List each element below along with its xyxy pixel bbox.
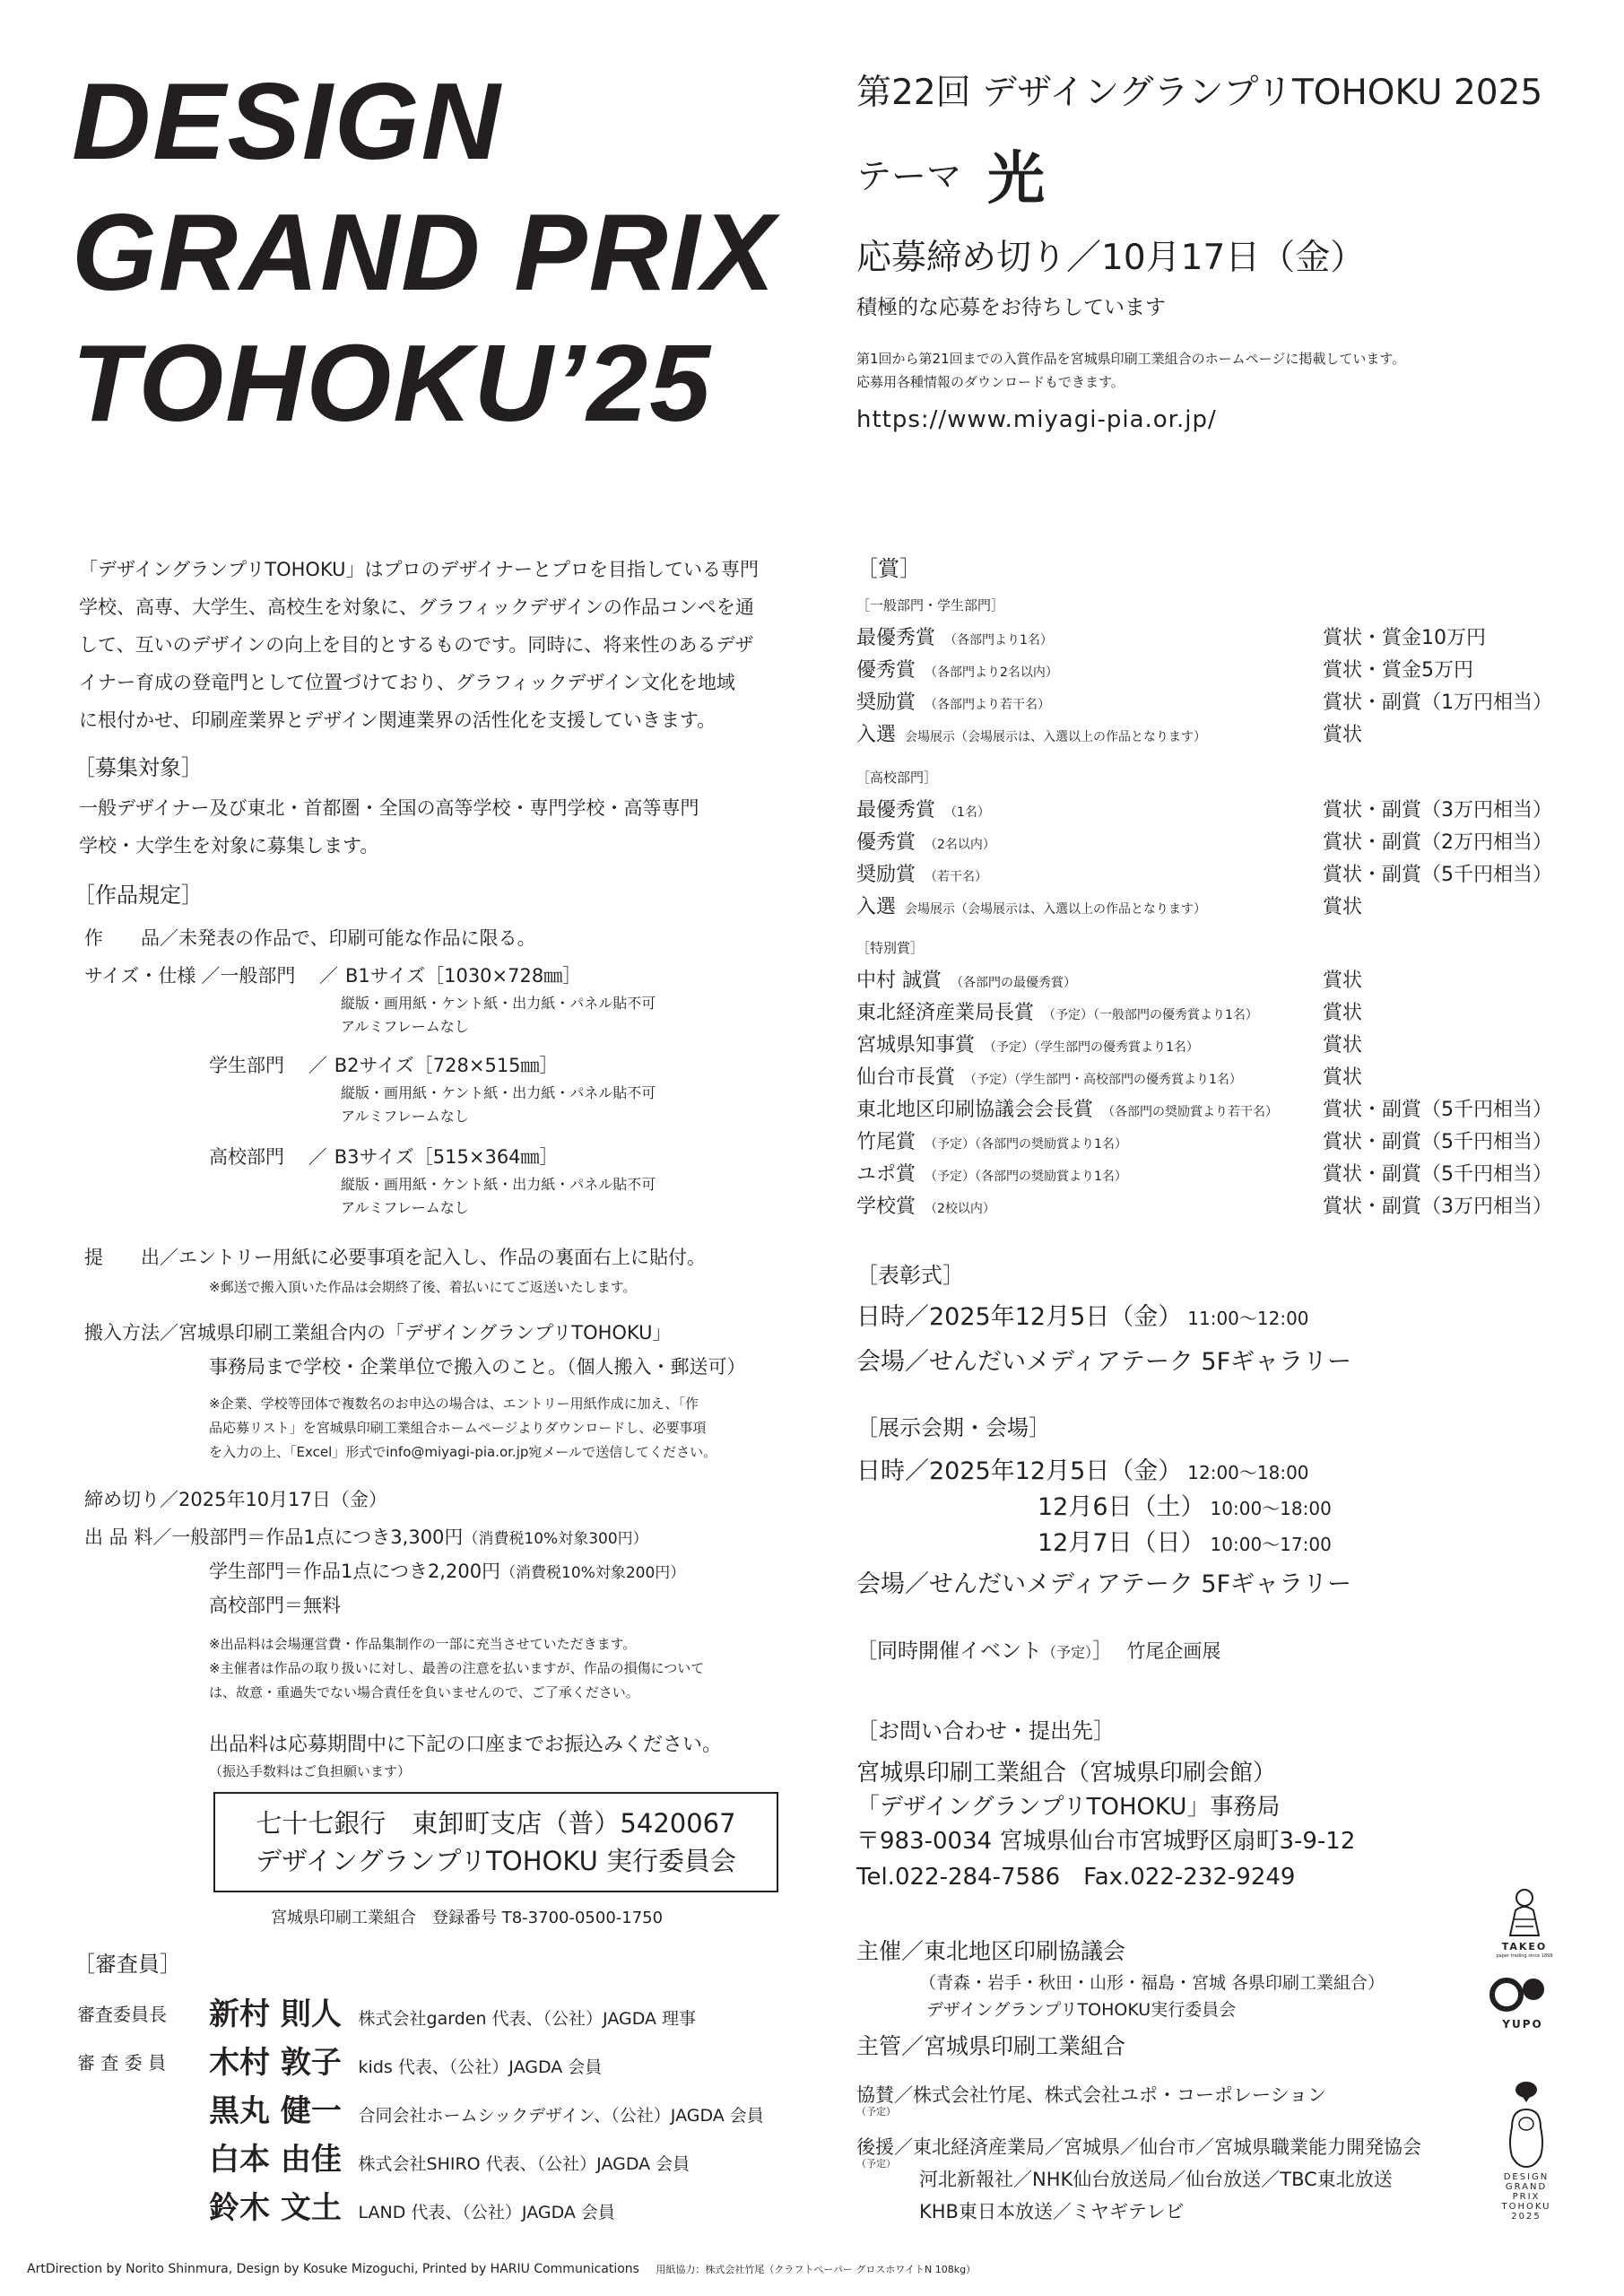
prizes-heading: ［賞］ [856,556,921,581]
event-text: 竹尾企画展 [1126,1640,1221,1662]
judge-member-role: 審 査 委 員 [77,2052,167,2074]
cosponsor: 協賛／株式会社竹尾、株式会社ユポ・コーポレーション [856,2084,1327,2106]
bank-account-box [213,1792,778,1892]
takeo-emblem-icon [1498,1883,1551,1939]
pay-text: 出品料は応募期間中に下記の口座までお振込みください。 [209,1734,723,1756]
exhibition-date: 12月7日（日） 10:00〜17:00 [1038,1529,1332,1557]
contact-phone: Tel.022-284-7586 Fax.022-232-9249 [856,1864,1296,1891]
recruit-line: 学校・大学生を対象に募集します。 [79,835,379,857]
archive-note-line: 応募用各種情報のダウンロードもできます。 [856,374,1125,390]
judge-affiliation: 合同会社ホームシックデザイン、（公社）JAGDA 会員 [358,2106,764,2126]
intro-line: イナー育成の登竜門として位置づけており、グラフィックデザイン文化を地域 [79,672,735,693]
edition-title: 第22回 デザイングランプリTOHOKU 2025 [856,73,1543,113]
event-logo-title [72,56,861,448]
prize-row: 仙台市長賞 （予定）（学生部門・高校部門の優秀賞より1名） 賞状 [856,1066,1363,1089]
contact-line: 「デザイングランプリTOHOKU」事務局 [856,1794,1281,1821]
support-tag: （予定） [856,2158,896,2170]
prize-row: 最優秀賞 （1名） 賞状・副賞（3万円相当） [856,799,1552,822]
dgp-logo [1499,2079,1553,2231]
theme-value: 光 [987,146,1046,213]
spec-student: 縦版・画用紙・ケント紙・出力紙・パネル貼不可 アルミフレームなし [341,1084,656,1125]
supporters: KHB東日本放送／ミヤギテレビ [919,2201,1185,2222]
rule-work [84,924,536,951]
title-line-2: GRAND PRIX [72,191,777,313]
contact-line: 宮城県印刷工業組合（宮城県印刷会館） [856,1760,1277,1787]
rule-size-label: サイズ・仕様 ／一般部門 ／ B1サイズ［1030×728㎜］ [84,965,582,987]
recruit-heading: ［募集対象］ [74,755,203,780]
prize-row: 優秀賞 （各部門より2名以内） 賞状・賞金5万円 [856,659,1473,682]
intro-line: 学校、高専、大学生、高校生を対象に、グラフィックデザインの作品コンペを通 [79,596,754,618]
exhibition-heading: ［展示会期・会場］ [856,1415,1050,1440]
prize-row: 東北地区印刷協議会会長賞 （各部門の奨励賞より若干名） 賞状・副賞（5千円相当） [856,1099,1552,1121]
intro-text [79,551,796,739]
judge-entry [209,1989,696,2033]
event-line: ［同時開催イベント（予定）］ 竹尾企画展 [856,1639,1221,1663]
judge-name: 黒丸 健一 [209,2093,342,2129]
contact-line: 〒983-0034 宮城県仙台市宮城野区扇町3-9-12 [856,1828,1356,1855]
prize-row: 最優秀賞 （各部門より1名） 賞状・賞金10万円 [856,627,1486,649]
takeo-logo: TAKEO paper trading since 1899 [1498,1883,1551,1964]
recruit-line: 一般デザイナー及び東北・首都圏・全国の高等学校・専門学校・高等専門 [79,797,699,819]
contact-heading: ［お問い合わせ・提出先］ [856,1718,1115,1744]
judge-name: 鈴木 文土 [209,2190,342,2226]
prize-category: ［特別賞］ [856,940,925,956]
deadline: 応募締め切り／10月17日（金） [856,238,1366,278]
website-url[interactable]: https://www.miyagi-pia.or.jp/ [856,406,1217,433]
rule-student: 学生部門 ／ B2サイズ［728×515㎜］ [209,1055,559,1076]
rule-delivery-2: 事務局まで学校・企業単位で搬入のこと。（個人搬入・郵送可） [209,1356,746,1378]
rule-fee-3: 高校部門＝無料 [209,1595,341,1616]
exhibition-venue: 会場／せんだいメディアテーク 5Fギャラリー [856,1570,1352,1598]
intro-line: して、互いのデザインの向上を目的とするものです。同時に、将来性のあるデザ [79,634,754,656]
judge-affiliation: kids 代表、（公社）JAGDA 会員 [358,2057,603,2077]
judges-heading: ［審査員］ [74,1952,181,1977]
ceremony-date: 日時／2025年12月5日（金） 11:00〜12:00 [856,1303,1309,1331]
ceremony-heading: ［表彰式］ [856,1263,964,1288]
prize-row: 竹尾賞 （予定）（各部門の奨励賞より1名） 賞状・副賞（5千円相当） [856,1131,1552,1153]
credits-paper: 用紙協力：株式会社竹尾（クラフトペーパー グロスホワイトN 108kg） [656,2264,977,2275]
ceremony-venue: 会場／せんだいメディアテーク 5Fギャラリー [856,1348,1352,1376]
prize-row: 優秀賞 （2名以内） 賞状・副賞（2万円相当） [856,831,1552,854]
judge-name: 白本 由佳 [209,2142,342,2178]
theme-label: テーマ [856,157,962,197]
prize-row: 入選 会場展示（会場展示は、入選以上の作品となります） 賞状 [856,896,1363,918]
right-column [856,0,1592,2260]
rule-label: 作 品 [84,927,160,949]
prize-row: 奨励賞 （各部門より若干名） 賞状・副賞（1万円相当） [856,691,1552,714]
prize-row: 宮城県知事賞 （予定）（学生部門の優秀賞より1名） 賞状 [856,1034,1363,1057]
prize-row: 入選 会場展示（会場展示は、入選以上の作品となります） 賞状 [856,724,1363,746]
spec-highschool: 縦版・画用紙・ケント紙・出力紙・パネル貼不可 アルミフレームなし [341,1176,656,1216]
pay-note: （振込手数料はご負担願います） [209,1763,412,1779]
event-heading: ［同時開催イベント [856,1639,1042,1663]
judge-entry [209,2135,690,2179]
judge-entry [209,2183,615,2227]
rule-submit: 提 出／エントリー用紙に必要事項を記入し、作品の裏面右上に貼付。 [84,1247,706,1268]
cosponsor-tag: （予定） [856,2106,896,2118]
delivery-note: ※企業、学校等団体で複数名のお申込の場合は、エントリー用紙作成に加え、「作 品応募リスト」を宮城県印刷工業組合ホームページよりダウンロードし、必要事項 を入力の上、「Excel」形式でinfo@miyagi-pia.or.jp宛メールで送信してください。 [209,1396,717,1460]
rule-fee-2: 学生部門＝作品1点につき2,200円（消費税10%対象200円） [209,1561,686,1582]
manager: 主管／宮城県印刷工業組合 [856,2033,1126,2059]
supporters: 後援／東北経済産業局／宮城県／仙台市／宮城県職業能力開発協会 [856,2136,1421,2158]
judge-affiliation: 株式会社garden 代表、（公社）JAGDA 理事 [358,2009,697,2029]
credits-main: ArtDirection by Norito Shinmura, Design by Kosuke Mizoguchi, Printed by HARIU Communications [27,2262,639,2276]
prize-category: ［一般部門・学生部門］ [856,597,1005,613]
yupo-logo: YUPO [1487,1973,1559,2038]
rule-highschool: 高校部門 ／ B3サイズ［515×364㎜］ [209,1146,559,1168]
judge-affiliation: 株式会社SHIRO 代表、（公社）JAGDA 会員 [358,2154,690,2174]
credits [27,2262,976,2276]
prize-row: 学校賞 （2校以内） 賞状・副賞（3万円相当） [856,1196,1552,1218]
recruit-text [79,789,796,865]
fee-note: ※出品料は会場運営費・作品集制作の一部に充当させていただきます。 ※主催者は作品の取り扱いに対し、最善の注意を払いますが、作品の損傷について は、故意・重過失でない場合責任を負いませんので、ご了承ください。 [209,1636,705,1700]
spec-general: 縦版・画用紙・ケント紙・出力紙・パネル貼不可 アルミフレームなし [341,995,656,1035]
host: 主催／東北地区印刷協議会 [856,1938,1126,1964]
rules-heading: ［作品規定］ [74,883,203,908]
judge-entry [209,2038,602,2082]
title-line-3: TOHOKU’25 [72,322,713,444]
matryoshka-icon [1499,2079,1553,2169]
rule-delivery: 搬入方法／宮城県印刷工業組合内の「デザイングランプリTOHOKU」 [84,1322,672,1344]
prize-row: ユポ賞 （予定）（各部門の奨励賞より1名） 賞状・副賞（5千円相当） [856,1163,1552,1186]
prize-row: 奨励賞 （若干名） 賞状・副賞（5千円相当） [856,864,1552,886]
judge-entry [209,2086,764,2130]
exhibition-date: 12月6日（土） 10:00〜18:00 [1038,1493,1332,1521]
rule-deadline: 締め切り／2025年10月17日（金） [84,1489,387,1510]
prize-category: ［高校部門］ [856,770,938,786]
prize-row: 中村 誠賞 （各部門の最優秀賞） 賞状 [856,970,1363,992]
judge-chair-role: 審査委員長 [77,2004,167,2025]
submit-note: ※郵送で搬入頂いた作品は会期終了後、着払いにてご返送いたします。 [209,1279,637,1295]
yupo-mark-icon [1487,1973,1559,2013]
supporters: 河北新報社／NHK仙台放送局／仙台放送／TBC東北放送 [919,2169,1393,2190]
title-line-1: DESIGN [72,60,502,182]
intro-line: に根付かせ、印刷産業界とデザイン関連業界の活性化を支援していきます。 [79,709,716,731]
judge-affiliation: LAND 代表、（公社）JAGDA 会員 [358,2203,615,2222]
host-sub: （青森・岩手・秋田・山形・福島・宮城 各県印刷工業組合） [919,1973,1385,1993]
archive-note-line: 第1回から第21回までの入賞作品を宮城県印刷工業組合のホームページに掲載しています。 [856,351,1406,367]
rule-text: ／未発表の作品で、印刷可能な作品に限る。 [160,927,536,949]
judge-name: 新村 則人 [209,1996,342,2032]
host-sub: デザイングランプリTOHOKU実行委員会 [926,2000,1237,2020]
dgp-logo-text: DESIGN GRAND PRIX TOHOKU 2025 [1501,2172,1551,2222]
exhibition-date: 日時／2025年12月5日（金） 12:00〜18:00 [856,1457,1309,1485]
judge-name: 木村 敦子 [209,2045,342,2081]
rule-fee: 出 品 料／一般部門＝作品1点につき3,300円（消費税10%対象300円） [84,1526,648,1548]
intro-line: 「デザイングランプリTOHOKU」はプロのデザイナーとプロを目指している専門 [79,559,760,580]
bank-line: 七十七銀行 東卸町支店（普）5420067 [256,1808,736,1839]
welcome-text: 積極的な応募をお待ちしています [856,296,1166,319]
prize-row: 東北経済産業局長賞 （予定）（一般部門の優秀賞より1名） 賞状 [856,1002,1363,1024]
registration-number: 宮城県印刷工業組合 登録番号 T8-3700-0500-1750 [271,1909,664,1927]
bank-line: デザイングランプリTOHOKU 実行委員会 [255,1846,737,1876]
